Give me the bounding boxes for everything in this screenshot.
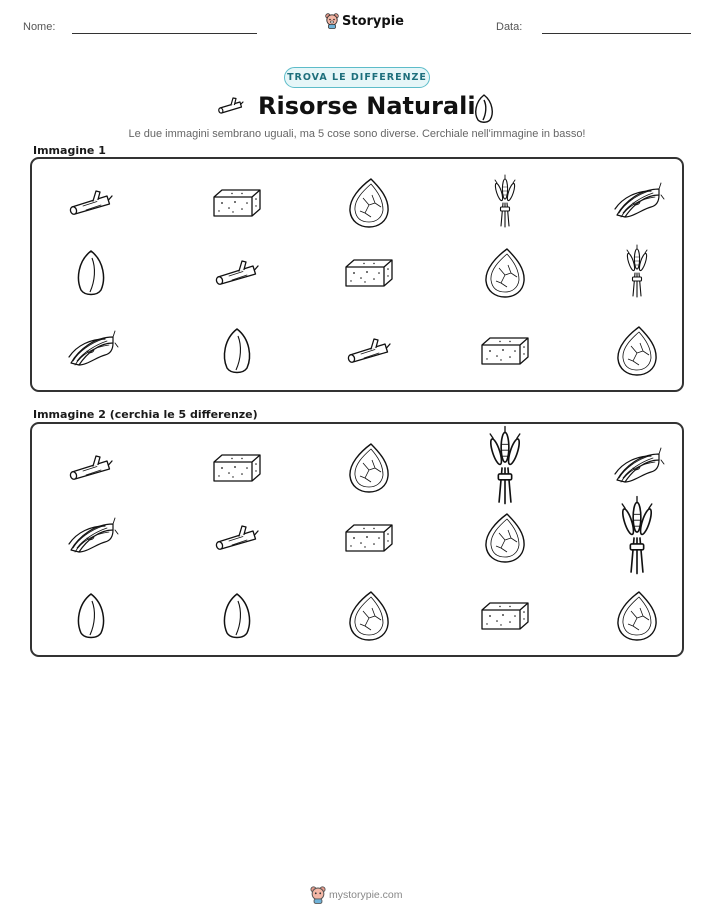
instructions: Le due immagini sembrano uguali, ma 5 cose sono diverse. Cerchiale nell'immagine in basso! [128, 128, 586, 140]
grid-cell [91, 203, 92, 204]
page-title: Risorse Naturali [258, 92, 476, 120]
log-icon [69, 188, 113, 218]
grid-cell [369, 351, 370, 352]
grid-cell [237, 203, 238, 204]
wheat-icon [616, 501, 658, 575]
brick-icon [480, 599, 530, 633]
image1-label: Immagine 1 [33, 144, 106, 157]
grid-cell [505, 203, 506, 204]
grid-cell[interactable] [91, 468, 92, 469]
date-label: Data: [496, 21, 523, 33]
grid-cell [637, 203, 638, 204]
grid-cell [369, 203, 370, 204]
grid-cell[interactable] [237, 616, 238, 617]
stone-icon [615, 325, 659, 377]
brick-icon [212, 186, 262, 220]
grid-cell[interactable] [237, 468, 238, 469]
grid-cell[interactable] [369, 616, 370, 617]
stone-icon [615, 590, 659, 642]
worksheet-header [0, 0, 714, 50]
image2-label: Immagine 2 (cerchia le 5 differenze) [33, 408, 258, 421]
grid-cell[interactable] [369, 468, 370, 469]
seed-icon [220, 591, 254, 641]
seed-icon [220, 326, 254, 376]
wheat-icon [624, 248, 650, 298]
grid-cell[interactable] [637, 468, 638, 469]
stone-icon [347, 177, 391, 229]
wood-grain-icon [612, 183, 662, 223]
name-label: Nome: [23, 21, 56, 33]
bear-logo-icon [310, 886, 326, 904]
wood-grain-icon [66, 331, 116, 371]
grid-cell[interactable] [237, 538, 238, 539]
grid-cell [91, 351, 92, 352]
grid-cell [505, 273, 506, 274]
bear-logo-icon [325, 13, 339, 29]
stone-icon [347, 590, 391, 642]
brand-logo [325, 13, 404, 29]
seed-icon [74, 591, 108, 641]
name-field[interactable] [72, 33, 257, 34]
image2-panel[interactable] [30, 422, 684, 657]
stone-icon [483, 512, 527, 564]
grid-cell[interactable] [91, 616, 92, 617]
brick-icon [344, 256, 394, 290]
grid-cell[interactable] [637, 538, 638, 539]
grid-cell [637, 351, 638, 352]
wheat-icon [484, 431, 526, 505]
brick-icon [212, 451, 262, 485]
brick-icon [344, 521, 394, 555]
wood-grain-icon [66, 518, 116, 558]
footer [0, 886, 714, 906]
title-row [0, 90, 714, 126]
grid-cell [237, 351, 238, 352]
grid-cell [505, 351, 506, 352]
log-icon [69, 453, 113, 483]
grid-cell [637, 273, 638, 274]
date-field[interactable] [542, 33, 691, 34]
grid-cell[interactable] [637, 616, 638, 617]
log-icon [347, 336, 391, 366]
seed-icon [74, 248, 108, 298]
seed-icon [472, 93, 496, 123]
grid-cell[interactable] [91, 538, 92, 539]
log-icon [215, 258, 259, 288]
grid-cell [91, 273, 92, 274]
worksheet-type-badge: TROVA LE DIFFERENZE [284, 67, 430, 88]
stone-icon [347, 442, 391, 494]
wheat-icon [492, 178, 518, 228]
brand-name: Storypie [342, 13, 404, 29]
stone-icon [483, 247, 527, 299]
image1-panel [30, 157, 684, 392]
grid-cell [237, 273, 238, 274]
brick-icon [480, 334, 530, 368]
grid-cell[interactable] [369, 538, 370, 539]
log-icon [216, 97, 244, 115]
wood-grain-icon [612, 448, 662, 488]
grid-cell [369, 273, 370, 274]
log-icon [215, 523, 259, 553]
grid-cell[interactable] [505, 538, 506, 539]
grid-cell[interactable] [505, 468, 506, 469]
grid-cell[interactable] [505, 616, 506, 617]
footer-site: mystorypie.com [329, 889, 403, 901]
